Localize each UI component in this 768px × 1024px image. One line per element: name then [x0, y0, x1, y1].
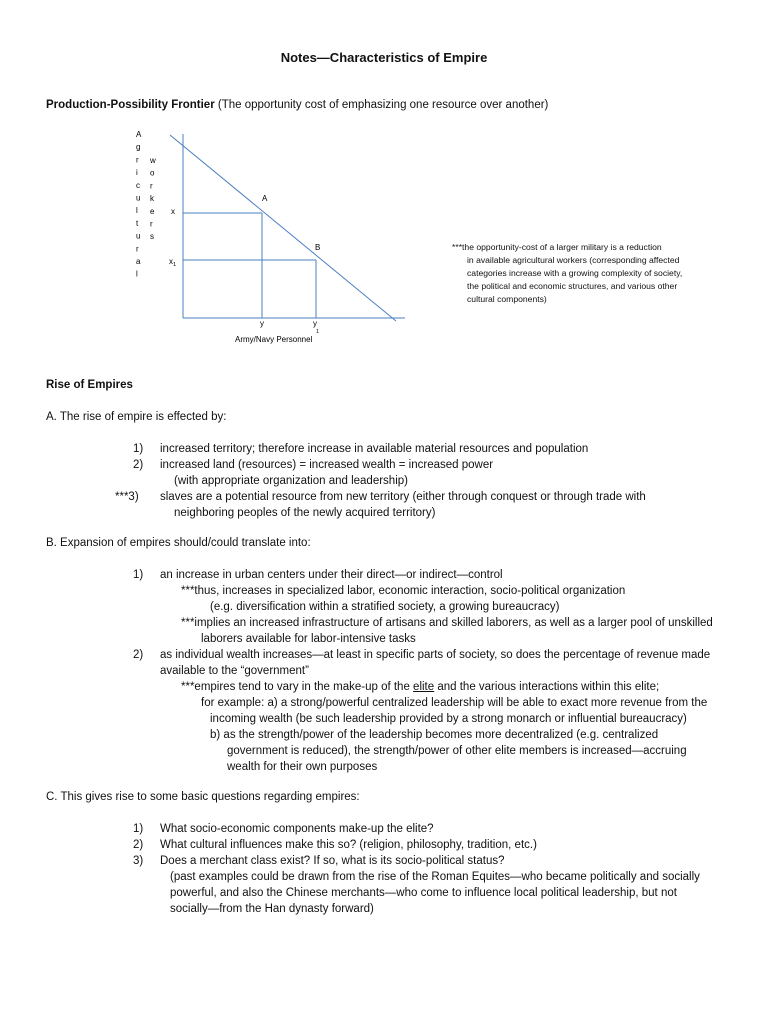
- list-item: incoming wealth (be such leadership provided by a strong monarch or influential bureaucracy): [210, 713, 687, 725]
- y-axis-label: [136, 130, 156, 279]
- list-item: 2) What cultural influences make this so? (religion, philosophy, tradition, etc.): [133, 839, 537, 851]
- list-item: ***implies an increased infrastructure of artisans and skilled laborers, as well as a larger pool of unskilled: [181, 617, 713, 629]
- section-a-label: A. The rise of empire is effected by:: [46, 411, 227, 423]
- y-axis-letter: r: [150, 219, 153, 229]
- list-item: ***3) slaves are a potential resource from new territory (either through conquest or through trade with: [115, 491, 646, 503]
- section-c-list: [0, 821, 768, 917]
- y-axis-letter: o: [150, 168, 155, 178]
- list-item: government is reduced), the strength/power of other elite members is increased—accruing: [227, 745, 687, 757]
- list-item: 1) increased territory; therefore increase in available material resources and population: [133, 443, 589, 455]
- y-axis-letter: u: [136, 231, 141, 241]
- list-item: 2) increased land (resources) = increased wealth = increased power: [133, 459, 494, 471]
- list-item: laborers available for labor-intensive tasks: [201, 633, 416, 645]
- y-axis-letter: i: [136, 168, 138, 178]
- tick-y1-subscript: 1: [316, 329, 320, 335]
- y-axis-letter: u: [136, 193, 141, 203]
- y-axis-letter: r: [136, 155, 139, 165]
- list-item: b) as the strength/power of the leadership becomes more decentralized (e.g. centralized: [210, 729, 659, 741]
- y-axis-letter: g: [136, 142, 141, 152]
- note-line: in available agricultural workers (corresponding affected: [467, 255, 680, 265]
- list-item: wealth for their own purposes: [227, 761, 378, 773]
- list-item: 2) as individual wealth increases—at least in specific parts of society, so does the percentage of revenue made: [133, 649, 711, 661]
- x-axis-label: Army/Navy Personnel: [235, 335, 313, 344]
- rise-heading: Rise of Empires: [46, 379, 133, 391]
- elite-underlined: elite: [413, 681, 435, 693]
- y-axis-letter: s: [150, 232, 154, 242]
- list-item: 3) Does a merchant class exist? If so, what is its socio-political status?: [133, 855, 505, 867]
- y-axis-letter: r: [136, 244, 139, 254]
- list-item: for example: a) a strong/powerful centralized leadership will be able to exact more revenue from the: [201, 697, 708, 709]
- note-line: cultural components): [467, 294, 547, 304]
- list-item: ***thus, increases in specialized labor, economic interaction, socio-political organization: [181, 585, 626, 597]
- y-axis-letter: e: [150, 206, 155, 216]
- y-axis-letter: c: [136, 180, 140, 190]
- list-item: powerful, and also the Chinese merchants—who come to influence local political leadership, but not: [170, 887, 677, 899]
- section-b-label: B. Expansion of empires should/could translate into:: [46, 537, 311, 549]
- tick-y1-label: y: [313, 319, 317, 328]
- list-item: neighboring peoples of the newly acquired territory): [174, 507, 436, 519]
- ppf-subtitle: (The opportunity cost of emphasizing one resource over another): [217, 99, 549, 111]
- ppf-heading: Production-Possibility Frontier: [46, 99, 215, 111]
- section-c-label: C. This gives rise to some basic questions regarding empires:: [46, 791, 360, 803]
- list-item: 1) an increase in urban centers under their direct—or indirect—control: [133, 569, 503, 581]
- y-axis-letter: l: [136, 269, 138, 279]
- ppf-diagram: [0, 0, 768, 360]
- y-axis-letter: A: [136, 130, 142, 139]
- list-item: (with appropriate organization and leadership): [174, 475, 408, 487]
- tick-x1-label: $x_1$: [169, 257, 177, 268]
- section-a-list: [0, 441, 768, 521]
- tick-x-label: x: [171, 207, 175, 216]
- y-axis-letter: r: [150, 181, 153, 191]
- tick-y-label: y: [260, 319, 264, 328]
- list-item: available to the “government”: [160, 665, 309, 677]
- section-b-list: [0, 567, 768, 775]
- list-item: (e.g. diversification within a stratified society, a growing bureaucracy): [210, 601, 560, 613]
- y-axis-letter: l: [136, 206, 138, 216]
- y-axis-letter: k: [150, 194, 154, 204]
- list-item: 1) What socio-economic components make-up the elite?: [133, 823, 434, 835]
- list-item: socially—from the Han dynasty forward): [170, 903, 374, 915]
- page-title: Notes—Characteristics of Empire: [280, 50, 488, 65]
- note-line: categories increase with a growing complexity of society,: [467, 268, 683, 278]
- list-item: ***empires tend to vary in the make-up of the elite and the various interactions within this elite;: [181, 681, 660, 693]
- point-b-label: B: [315, 243, 321, 252]
- list-item: (past examples could be drawn from the rise of the Roman Equites—who became politically and socially: [170, 871, 700, 883]
- y-axis-letter: w: [150, 156, 156, 165]
- opportunity-cost-note: [452, 241, 682, 306]
- y-axis-letter: t: [136, 218, 139, 228]
- point-a-label: A: [262, 194, 268, 203]
- y-axis-letter: a: [136, 257, 141, 266]
- note-line: ***the opportunity-cost of a larger military is a reduction: [452, 242, 662, 252]
- frontier-curve: [170, 135, 396, 321]
- note-line: the political and economic structures, and various other: [467, 281, 678, 291]
